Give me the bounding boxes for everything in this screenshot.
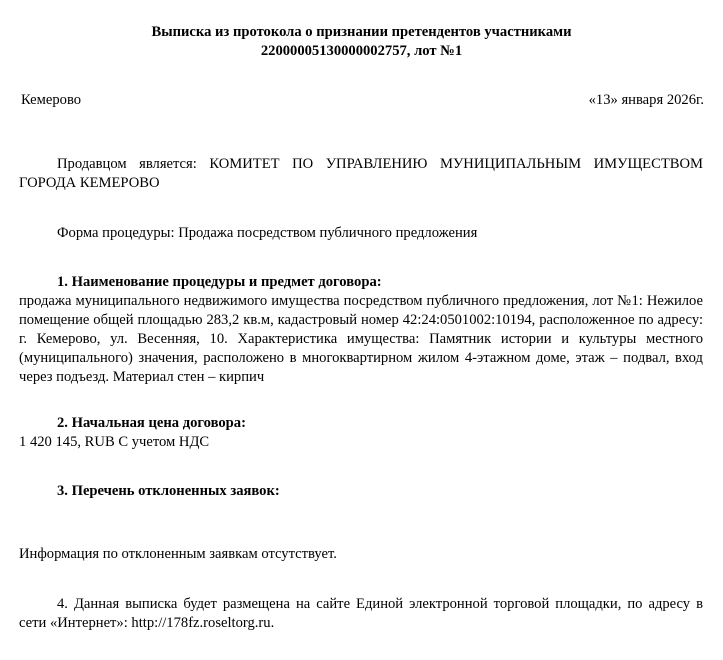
section-2-heading: 2. Начальная цена договора: — [57, 415, 246, 431]
title-line-2: 22000005130000002757, лот №1 — [260, 43, 463, 59]
section-2-body: 1 420 145, RUB С учетом НДС — [19, 434, 210, 450]
section-1-body: продажа муниципального недвижимого имущества посредством публичного предложения, лот №1: Нежилое помещение общей площадью 283,2 кв.м, кадастровый номер 42:24:0501002:10194, расположенное по адресу: г. Кемерово, ул. Весенняя, 10. Характеристика имущества: Памятник истории и культуры местного (муниципального) значения, расположено в многоквартирном жилом 4-этажном доме, этаж – подвал, вход через подъезд. Материал стен – кирпич — [19, 293, 703, 385]
title-line-1: Выписка из протокола о признании претендентов участниками — [151, 24, 572, 40]
document-title — [0, 23, 723, 61]
section-4-paragraph: 4. Данная выписка будет размещена на сайте Единой электронной торговой площадки, по адресу в сети «Интернет»: http://178fz.roseltorg.ru. — [19, 596, 703, 631]
section-3-body: Информация по отклоненным заявкам отсутствует. — [19, 546, 337, 562]
procedure-form-paragraph: Форма процедуры: Продажа посредством публичного предложения — [57, 225, 478, 241]
section-3-heading: 3. Перечень отклоненных заявок: — [57, 483, 280, 499]
city-label: Кемерово — [21, 92, 82, 108]
document-date: «13» января 2026г. — [588, 92, 704, 108]
section-1-heading: 1. Наименование процедуры и предмет договора: — [57, 274, 382, 290]
seller-paragraph: Продавцом является: КОМИТЕТ ПО УПРАВЛЕНИЮ МУНИЦИПАЛЬНЫМ ИМУЩЕСТВОМ ГОРОДА КЕМЕРОВО — [19, 156, 703, 191]
